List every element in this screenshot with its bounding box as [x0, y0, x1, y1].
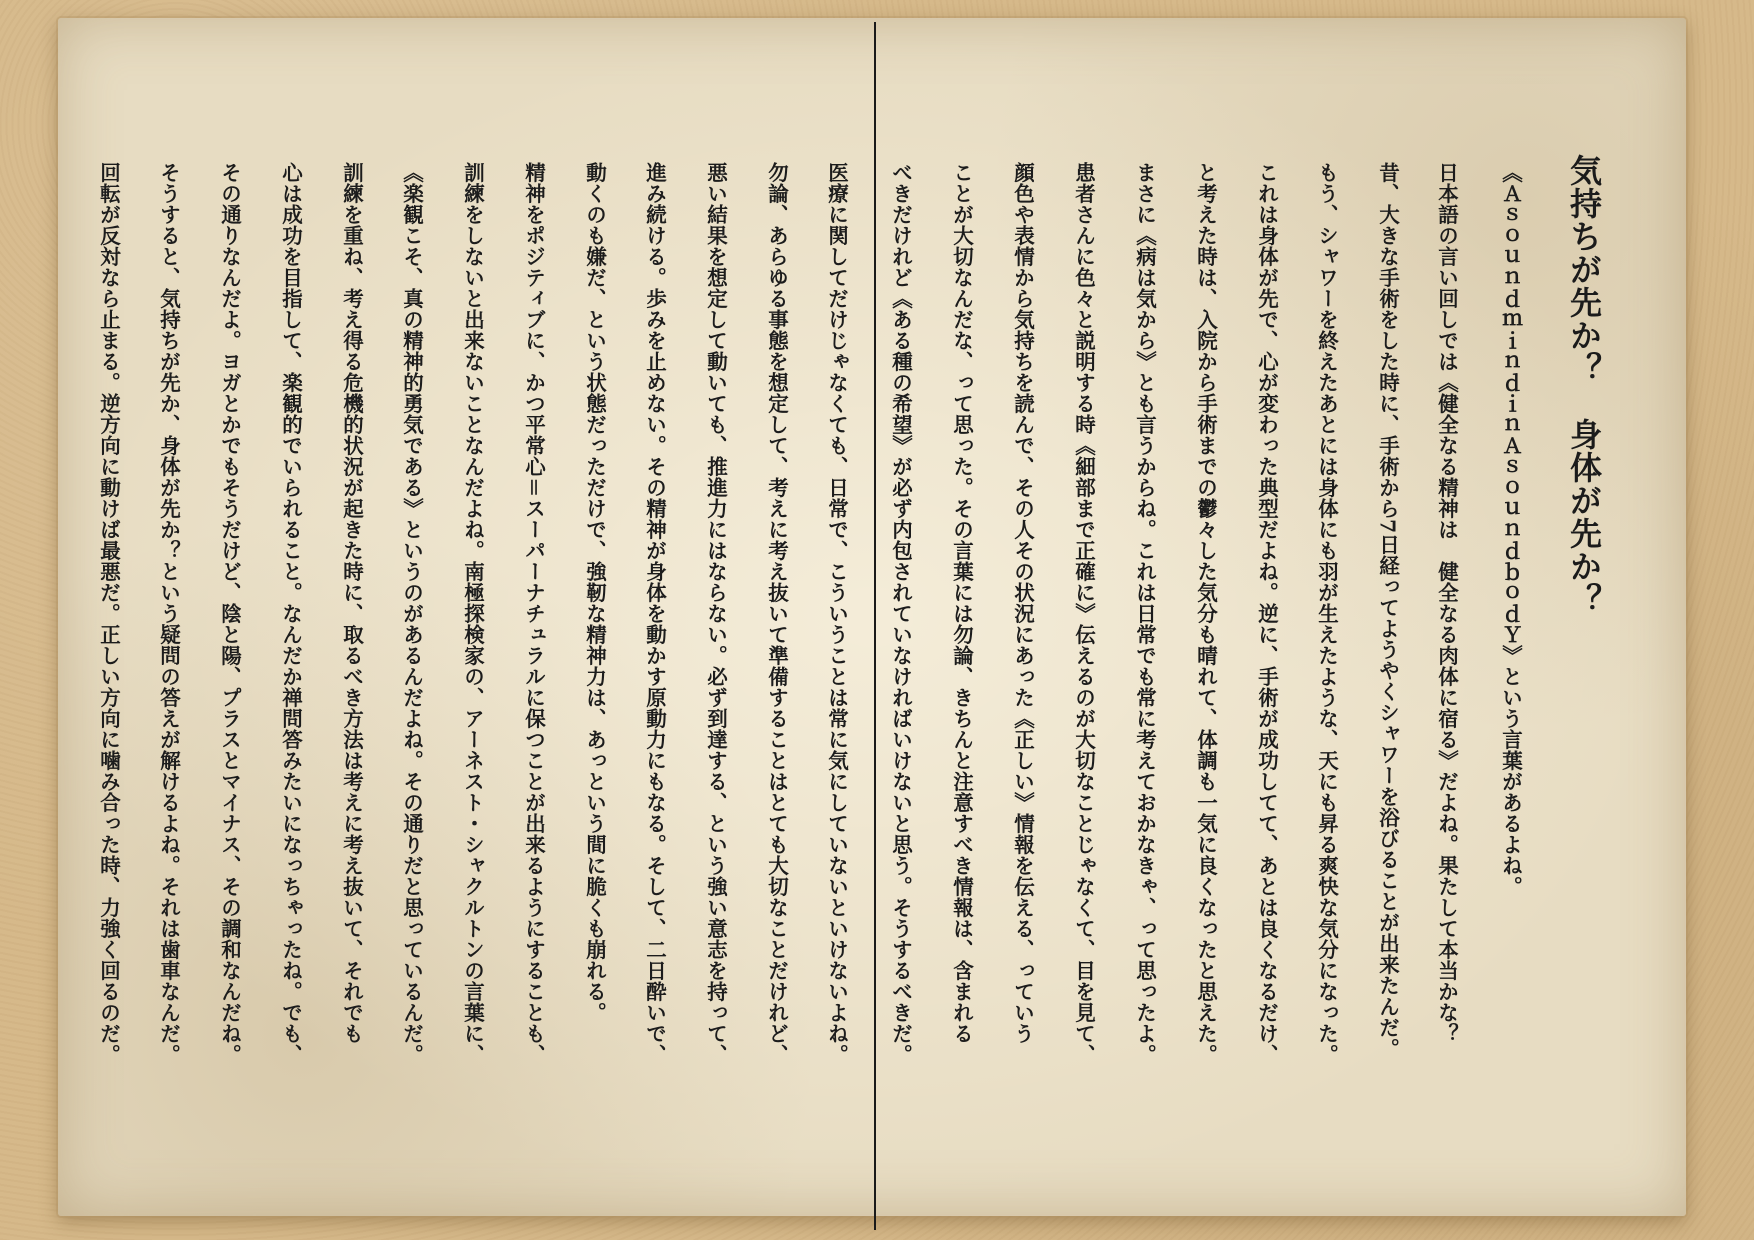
text-column: 《楽観こそ、真の精神的勇気である》というのがあるんだよね。その通りだと思っているんだ。 — [399, 162, 424, 1065]
text-column: 進み続ける。歩みを止めない。その精神が身体を動かす原動力にもなる。そして、二日酔いで、 — [642, 162, 667, 1065]
text-column: まさに《病は気から》とも言うからね。これは日常でも常に考えておかなきゃ、って思ったよ。 — [1132, 162, 1157, 1065]
text-column: 悪い結果を想定して動いても、推進力にはならない。必ず到達する、という強い意志を持って、 — [703, 162, 728, 1065]
page-title: 気持ちが先か？ 身体が先か？ — [1565, 154, 1603, 616]
text-column: 訓練を重ね、考え得る危機的状況が起きた時に、取るべき方法は考えに考え抜いて、それでも — [339, 162, 364, 1044]
text-column: これは身体が先で、心が変わった典型だよね。逆に、手術が成功してて、あとは良くなるだけ、 — [1254, 162, 1279, 1065]
text-column: 患者さんに色々と説明する時《細部まで正確に》伝えるのが大切なことじゃなくて、目を見て、 — [1071, 162, 1096, 1065]
text-column: 動くのも嫌だ、という状態だっただけで、強靭な精神力は、あっという間に脆くも崩れる。 — [582, 162, 607, 1023]
text-column: 《ＡｓｏｕｎｄｍｉｎｄｉｎＡｓｏｕｎｄｂｏｄＹ》という言葉があるよね。 — [1498, 162, 1523, 897]
text-column: 勿論、あらゆる事態を想定して、考えに考え抜いて準備することはとても大切なことだけれど、 — [764, 162, 789, 1065]
text-column: 訓練をしないと出来ないことなんだよね。南極探検家の、アーネスト・シャクルトンの言葉に、 — [460, 162, 485, 1065]
text-column: その通りなんだよ。ヨガとかでもそうだけど、陰と陽、プラスとマイナス、その調和なんだね。 — [217, 162, 242, 1065]
text-column: ことが大切なんだな、って思った。その言葉には勿論、きちんと注意すべき情報は、含まれる — [949, 162, 974, 1044]
page-divider — [874, 22, 876, 1230]
text-column: 日本語の言い回しでは《健全なる精神は 健全なる肉体に宿る》だよね。果たして本当かな？ — [1434, 162, 1459, 1044]
text-column: 医療に関してだけじゃなくても、日常で、こういうことは常に気にしていないといけないよね。 — [824, 162, 849, 1065]
text-column: 顔色や表情から気持ちを読んで、その人その状況にあった《正しい》情報を伝える、っていう — [1010, 162, 1035, 1044]
text-column: そうすると、気持ちが先か、身体が先か？という疑問の答えが解けるよね。それは歯車なんだ。 — [156, 162, 181, 1065]
text-column: 回転が反対なら止まる。逆方向に動けば最悪だ。正しい方向に噛み合った時、力強く回るのだ。 — [96, 162, 121, 1065]
text-column: 心は成功を目指して、楽観的でいられること。なんだか禅問答みたいになっちゃったね。でも、 — [278, 162, 303, 1065]
text-column: と考えた時は、入院から手術までの鬱々した気分も晴れて、体調も一気に良くなったと思えた。 — [1193, 162, 1218, 1065]
text-column: もう、シャワーを終えたあとには身体にも羽が生えたような、天にも昇る爽快な気分になった。 — [1314, 162, 1339, 1065]
text-column: 精神をポジティブに、かつ平常心＝スーパーナチュラルに保つことが出来るようにすることも、 — [521, 162, 546, 1065]
text-column: 昔、大きな手術をした時に、手術から7日経ってようやくシャワーを浴びることが出来たんだ。 — [1375, 162, 1400, 1059]
text-column: べきだけれど《ある種の希望》が必ず内包されていなければいけないと思う。そうするべきだ。 — [888, 162, 913, 1065]
